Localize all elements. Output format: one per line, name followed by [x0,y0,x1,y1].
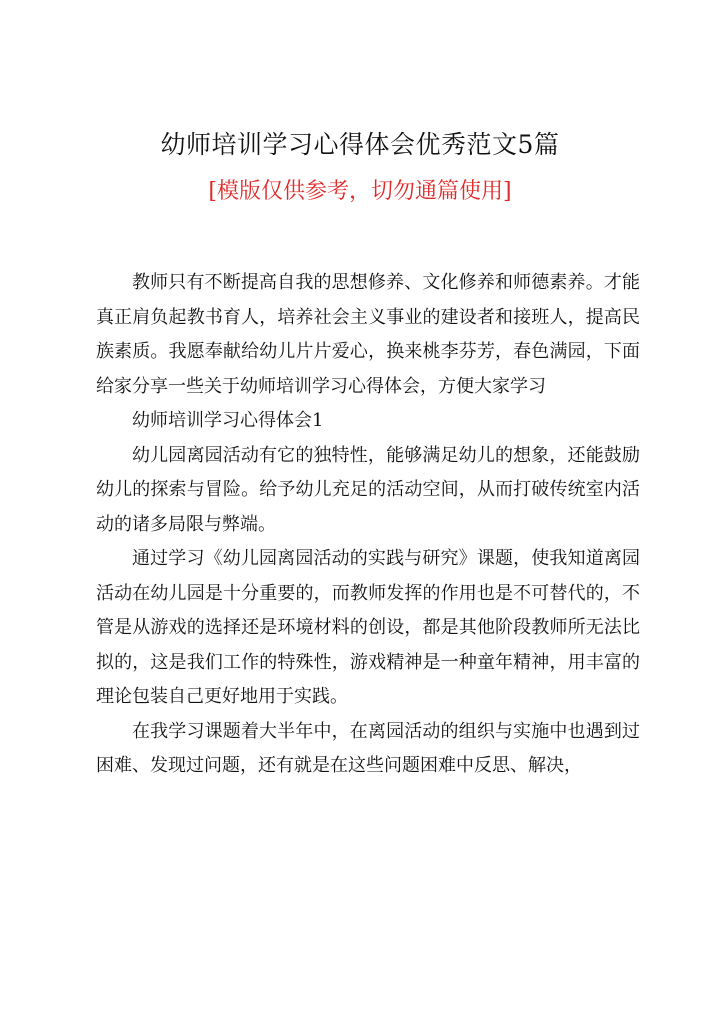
body-paragraph: 通过学习《幼儿园离园活动的实践与研究》课题，使我知道离园活动在幼儿园是十分重要的，而教师发挥的作用也是不可替代的，不管是从游戏的选择还是环境材料的创设，都是其他阶段教师所无法比拟的，这是我们工作的特殊性，游戏精神是一种童年精神，用丰富的理论包装自己更好地用于实践。 [96,548,640,707]
body-paragraph: 在我学习课题着大半年中，在离园活动的组织与实施中也遇到过困难、发现过问题，还有就是在这些问题困难中反思、解决， [96,720,640,776]
document-body [96,266,640,784]
intro-paragraph: 教师只有不断提高自我的思想修养、文化修养和师德素养。才能真正肩负起教书育人，培养社会主义事业的建设者和接班人，提高民族素质。我愿奉献给幼儿片片爱心，换来桃李芬芳，春色满园，下面给家分享一些关于幼师培训学习心得体会，方便大家学习 [96,272,640,397]
body-paragraph: 幼儿园离园活动有它的独特性，能够满足幼儿的想象，还能鼓励幼儿的探索与冒险。给予幼儿充足的活动空间，从而打破传统室内活动的诸多局限与弊端。 [96,444,640,535]
section-heading: 幼师培训学习心得体会1 [132,410,324,431]
template-notice: [模版仅供参考，切勿通篇使用] [208,179,512,204]
document-title: 幼师培训学习心得体会优秀范文5篇 [160,130,560,159]
